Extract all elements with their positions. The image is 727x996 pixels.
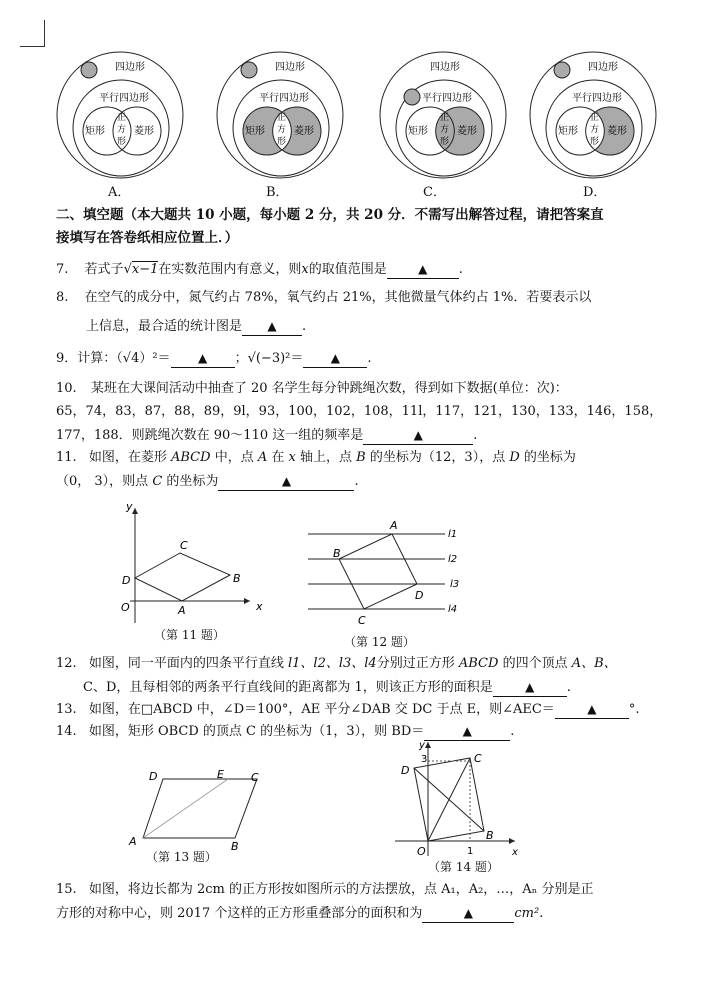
figure-13 <box>125 765 275 853</box>
venn-a-rhombus-label: 菱形 <box>134 126 154 137</box>
question-11-line2 <box>56 472 359 491</box>
q14-answer-blank: ▲ <box>424 722 510 741</box>
question-10-line3 <box>56 426 477 445</box>
question-10 <box>56 380 568 398</box>
q12-abcd: ABCD <box>458 656 499 671</box>
fig13-d-label: D <box>149 770 158 783</box>
fig13-e-label: E <box>217 768 224 781</box>
venn-d-sq1: 正 <box>590 113 600 123</box>
venn-d-rhombus-label: 菱形 <box>607 126 627 137</box>
venn-c-parallel-label: 平行四边形 <box>422 93 472 104</box>
q11-line1d: 轴上，点 <box>300 450 353 465</box>
q7-pre: 若式子 <box>84 262 124 277</box>
q9-answer-blank-2: ▲ <box>303 349 367 368</box>
q10-end: . <box>473 428 478 443</box>
fig13-b-label: B <box>231 840 239 853</box>
q13-num: 13. <box>56 702 77 717</box>
q9-part1: （√4）²＝ <box>116 351 171 366</box>
q12-ab: A、B、 <box>571 656 617 671</box>
q12-line1c: 的四个顶点 <box>502 656 568 671</box>
fig11-a-label: A <box>178 604 186 617</box>
q8-num: 8. <box>56 290 69 305</box>
fig14-tick-1: 1 <box>467 846 474 857</box>
q12-end: . <box>566 680 571 695</box>
q7-mid: 在实数范围内有意义，则 <box>158 262 302 277</box>
question-11 <box>56 449 576 467</box>
fig12-l3-label: l3 <box>450 579 460 590</box>
q9-part2: √(−3)²＝ <box>247 351 304 366</box>
q15-unit: cm² <box>514 906 540 921</box>
fig12-caption: （第 12 题） <box>344 635 415 649</box>
fig11-o-label: O <box>121 601 130 614</box>
fig12-d-label: D <box>415 589 424 602</box>
fig12-c-label: C <box>358 614 366 627</box>
venn-d-parallel-label: 平行四边形 <box>572 93 622 104</box>
q10-num: 10. <box>56 381 77 396</box>
q11-line1b: 中，点 <box>214 450 254 465</box>
venn-d-rect-label: 矩形 <box>558 126 578 137</box>
venn-d-outer-label: 四边形 <box>588 62 618 73</box>
fig12-l4-label: l4 <box>448 604 458 615</box>
q11-line1e: 的坐标为（12，3），点 <box>369 450 506 465</box>
fig11-y-label: y <box>126 500 133 513</box>
q15-line1: 如图，将边长都为 2cm 的正方形按如图所示的方法摆放，点 A₁，A₂，…，Aₙ 分别是正 <box>88 882 594 897</box>
q13-answer-blank: ▲ <box>555 700 629 719</box>
q11-b: B <box>356 450 366 465</box>
q11-line2a: （0， 3），则点 <box>56 474 149 489</box>
question-15-line2 <box>56 904 543 923</box>
venn-c-sq3: 形 <box>440 137 450 147</box>
question-7: 7. 若式子√x−1在实数范围内有意义，则x的取值范围是 ▲ . <box>56 262 463 277</box>
option-b-letter: B． <box>266 185 289 200</box>
q10-answer-blank: ▲ <box>363 426 473 445</box>
venn-option-b-diagram <box>215 48 345 183</box>
venn-d-sq2: 方 <box>590 125 600 135</box>
q14-num: 14. <box>56 724 77 739</box>
option-a-letter: A． <box>108 185 131 200</box>
fig14-y-label: y <box>419 740 425 751</box>
q7-end: . <box>458 262 463 277</box>
question-12-line2 <box>83 678 571 697</box>
venn-b-sq1: 正 <box>277 113 287 123</box>
q12-line1b: 分别过正方形 <box>376 656 455 671</box>
venn-b-sq2: 方 <box>277 125 287 135</box>
q11-x: x <box>288 450 296 465</box>
question-15 <box>56 881 593 899</box>
fig11-x-label: x <box>256 600 263 613</box>
venn-a-sq2: 方 <box>117 125 127 135</box>
q13-text: 如图，在□ABCD 中，∠D＝100°，AE 平分∠DAB 交 DC 于点 E，则∠AEC＝ <box>88 702 555 717</box>
fig11-caption: （第 11 题） <box>154 628 225 642</box>
venn-b-rhombus-label: 菱形 <box>294 126 314 137</box>
fig13-a-label: A <box>129 835 137 848</box>
q7-var: x <box>301 262 309 277</box>
q11-d: D <box>509 450 520 465</box>
q15-line2: 方形的对称中心，则 2017 个这样的正方形重叠部分的面积和为 <box>56 906 423 921</box>
q9-answer-blank-1: ▲ <box>171 349 235 368</box>
q7-num: 7. <box>56 262 69 277</box>
venn-a-sq3: 形 <box>117 137 127 147</box>
q14-end: . <box>510 724 515 739</box>
fig14-b-label: B <box>486 829 494 842</box>
venn-c-outer-label: 四边形 <box>430 62 460 73</box>
q11-line1f: 的坐标为 <box>523 450 576 465</box>
venn-d-sq3: 形 <box>590 137 600 147</box>
q8-line1: 在空气的成分中，氮气约占 78%，氧气约占 21%，其他微量气体约占 1%．若要表示以 <box>84 290 592 305</box>
fig12-a-label: A <box>390 519 398 532</box>
question-12 <box>56 655 617 673</box>
venn-a-parallel-label: 平行四边形 <box>99 93 149 104</box>
q11-line2b: 的坐标为 <box>166 474 219 489</box>
fig14-d-label: D <box>401 764 410 777</box>
question-9 <box>56 349 372 368</box>
venn-c-sq2: 方 <box>440 125 450 135</box>
q13-end: °. <box>628 702 640 717</box>
q12-line1: 如图，同一平面内的四条平行直线 <box>88 656 284 671</box>
venn-a-outer-label: 四边形 <box>115 62 145 73</box>
fig12-b-label: B <box>333 547 341 560</box>
q11-end: . <box>354 474 359 489</box>
q12-num: 12. <box>56 656 77 671</box>
venn-a-rect-label: 矩形 <box>85 126 105 137</box>
q10-line3: 177，188．则跳绳次数在 90～110 这一组的频率是 <box>56 428 364 443</box>
q8-answer-blank: ▲ <box>242 317 302 336</box>
venn-b-outer-label: 四边形 <box>275 62 305 73</box>
figure-14 <box>390 738 530 868</box>
section2-heading-line1: 二、填空题（本大题共 10 小题，每小题 2 分，共 20 分．不需写出解答过程，请把答案直 <box>56 207 604 223</box>
fig11-c-label: C <box>180 539 188 552</box>
fig13-c-label: C <box>251 771 259 784</box>
fig14-o-label: O <box>417 845 426 858</box>
question-13 <box>56 700 639 719</box>
venn-b-rect-label: 矩形 <box>245 126 265 137</box>
fig14-caption: （第 14 题） <box>428 860 499 874</box>
question-8 <box>56 289 591 307</box>
q9-sep: ； <box>234 351 248 366</box>
option-d-letter: D． <box>583 185 607 200</box>
q11-a: A <box>257 450 268 465</box>
q9-num: 9．计算： <box>56 351 117 366</box>
fig14-c-label: C <box>474 752 482 765</box>
q15-end: . <box>539 906 544 921</box>
venn-option-d-diagram <box>528 48 658 183</box>
fig14-tick-3: 3 <box>421 754 428 765</box>
venn-option-c-diagram <box>378 48 508 183</box>
venn-option-a-diagram <box>55 48 185 183</box>
q8-end: . <box>302 319 307 334</box>
q14-text: 如图，矩形 OBCD 的顶点 C 的坐标为（1，3），则 BD＝ <box>88 724 425 739</box>
q10-line2: 65，74，83，87，88，89，9l，93，100，102，108，11l，117，121，130，133，146，158， <box>56 404 663 419</box>
q11-abcd: ABCD <box>170 450 211 465</box>
venn-c-rect-label: 矩形 <box>408 126 428 137</box>
question-8-line2 <box>86 317 306 336</box>
q11-num: 11. <box>56 450 77 465</box>
figure-12 <box>300 512 480 637</box>
fig12-l1-label: l1 <box>448 529 458 540</box>
fig14-x-label: x <box>512 847 518 858</box>
q7-radicand: x−1 <box>131 262 159 277</box>
fig13-caption: （第 13 题） <box>146 850 217 864</box>
q11-line1a: 如图，在菱形 <box>88 450 167 465</box>
q12-answer-blank: ▲ <box>493 678 567 697</box>
fig12-l2-label: l2 <box>448 554 458 565</box>
q15-answer-blank: ▲ <box>422 904 514 923</box>
q11-line1c: 在 <box>271 450 285 465</box>
option-c-letter: C． <box>423 185 446 200</box>
venn-b-sq3: 形 <box>277 137 287 147</box>
q9-end: . <box>367 351 372 366</box>
q7-post: 的取值范围是 <box>308 262 387 277</box>
venn-c-sq1: 正 <box>440 113 450 123</box>
fig11-d-label: D <box>122 574 131 587</box>
q8-line2: 上信息，最合适的统计图是 <box>86 319 243 334</box>
corner-mark <box>20 20 45 47</box>
venn-a-sq1: 正 <box>117 113 127 123</box>
q12-lines: l1、l2、l3、l4 <box>287 656 377 671</box>
q15-num: 15. <box>56 882 77 897</box>
q10-line1: 某班在大课间活动中抽查了 20 名学生每分钟跳绳次数，得到如下数据(单位：次)： <box>90 381 568 396</box>
venn-c-rhombus-label: 菱形 <box>457 126 477 137</box>
section2-heading-line2: 接填写在答卷纸相应位置上．） <box>56 230 239 246</box>
venn-b-parallel-label: 平行四边形 <box>259 93 309 104</box>
q11-c: C <box>152 474 163 489</box>
q12-line2: C、D，且每相邻的两条平行直线间的距离都为 1，则该正方形的面积是 <box>83 680 493 695</box>
fig11-b-label: B <box>233 572 241 585</box>
q7-answer-blank: ▲ <box>387 260 459 279</box>
q11-answer-blank: ▲ <box>218 472 354 491</box>
